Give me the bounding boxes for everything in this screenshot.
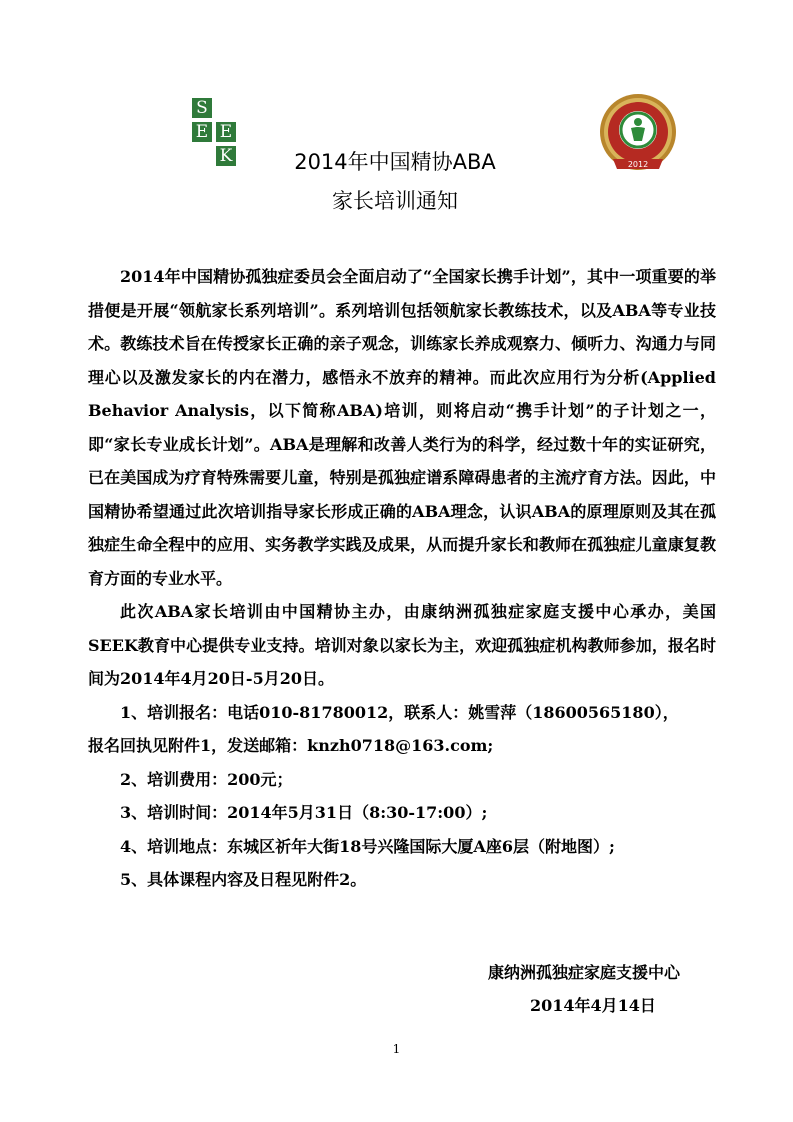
seek-logo-letter-e: E [216,122,236,142]
document-title-line1: 2014年中国精协ABA [294,150,496,174]
page-number: 1 [392,1042,401,1056]
intro-paragraph: 2014年中国精协孤独症委员会全面启动了“全国家长携手计划”，其中一项重要的举措便是开展“领航家长系列培训”。系列培训包括领航家长教练技术，以及ABA等专业技术。教练技术旨在传授家长正确的亲子观念，训练家长养成观察力、倾听力、沟通力与同理心以及激发家长的内在潜力，感悟永不放弃的精神。而此次应用行为分析(Applied Behavior Analysis，以下简称ABA)培训，则将启动“携手计划”的子计划之一，即“家长专业成长计划”。ABA是理解和改善人类行为的科学，经过数十年的实证研究，已在美国成为疗育特殊需要儿童，特别是孤独症谱系障碍患者的主流疗育方法。因此，中国精协希望通过此次培训指导家长形成正确的ABA理念，认识ABA的原理原则及其在孤独症生命全程中的应用、实务教学实践及成果，从而提升家长和教师在孤独症儿童康复教育方面的专业水平。 [88,267,716,588]
fee-item: 2、培训费用：200元； [120,769,293,789]
seek-logo-letter-e: E [192,122,212,142]
registration-item-continued: 报名回执见附件1，发送邮箱：knzh0718@163.com; [88,736,494,755]
schedule-item: 5、具体课程内容及日程见附件2。 [120,870,367,889]
signature-organization: 康纳洲孤独症家庭支援中心 [488,963,681,982]
emblem-year: 2012 [627,160,649,169]
location-item: 4、培训地点：东城区祈年大街18号兴隆国际大厦A座6层（附地图）; [120,836,615,856]
notice-body [88,260,716,897]
time-item: 3、培训时间：2014年5月31日（8:30-17:00）; [120,803,488,822]
signature-date: 2014年4月14日 [530,996,656,1015]
document-title-line2: 家长培训通知 [332,189,458,213]
seek-logo-letter-s: S [192,98,212,118]
registration-item: 1、培训报名：电话010-81780012，联系人：姚雪萍（18600565180）， [120,702,679,722]
seek-logo-letter-k: K [216,146,236,166]
organizer-paragraph: 此次ABA家长培训由中国精协主办，由康纳洲孤独症家庭支援中心承办，美国SEEK教育中心提供专业支持。培训对象以家长为主，欢迎孤独症机构教师参加，报名时间为2014年4月20日-5月20日。 [88,602,716,688]
